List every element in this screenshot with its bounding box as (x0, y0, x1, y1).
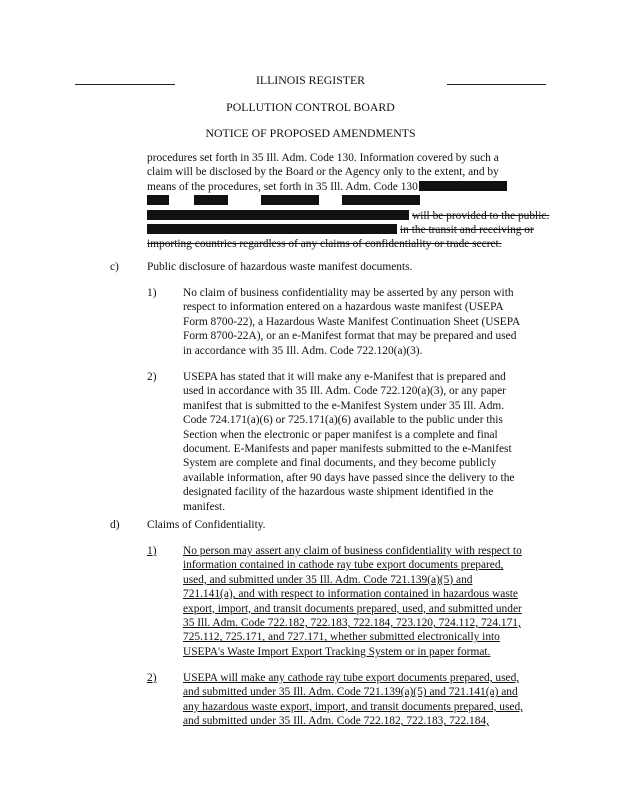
text-line: any hazardous waste export, import, and transit documents prepared, used, (183, 700, 524, 713)
text-line: information contained in cathode ray tube export documents prepared, (183, 559, 504, 572)
text-line: USEPA has stated that it will make any e-Manifest that is prepared and (183, 371, 506, 383)
struck-text: importing countries regardless of any claims of confidentiality or trade secret. (147, 238, 502, 251)
text-line: available information, after 90 days have passed since the delivery to the (183, 471, 515, 484)
text-line: and submitted under 35 Ill. Adm. Code 721.139(a)(5) and 721.141(a) and (183, 686, 518, 699)
section-c-label: c) (110, 261, 119, 273)
text-line (147, 180, 547, 194)
section-d-heading (147, 518, 266, 532)
text-line: Code 724.171(a)(6) or 725.171(a)(6) available to the public under this (183, 414, 503, 427)
text-line: manifest that is submitted to the e-Manifest System under 35 Ill. Adm. (183, 399, 505, 412)
struck-line (147, 209, 550, 223)
redaction-bar (261, 195, 319, 205)
item-c1-label: 1) (147, 287, 157, 299)
item-d2-text (183, 671, 548, 729)
redaction-bar (419, 181, 507, 191)
text-line: USEPA's Waste Import Export Tracking System or in paper format. (183, 645, 491, 658)
text-fragment: means of the procedures, set forth in 35 Ill. Adm. Code 130 (147, 180, 418, 193)
text-line: respect to information entered on a hazardous waste manifest (USEPA (183, 301, 504, 314)
redaction-bar (194, 195, 228, 205)
item-c1-text (183, 286, 548, 358)
board-title: POLLUTION CONTROL BOARD (226, 100, 395, 114)
item-d2-label: 2) (147, 672, 157, 684)
redaction-bar (147, 210, 409, 220)
text-line: document. E-Manifests and paper manifests submitted to the e-Manifest (183, 443, 512, 456)
text-line: used in accordance with 35 Ill. Adm. Code 722.120(a)(3), or any paper (183, 385, 506, 398)
struck-line (147, 223, 547, 237)
section-heading-text: Claims of Confidentiality. (147, 519, 266, 531)
text-line: claim will be disclosed by the Board or the Agency only to the extent, and by (147, 166, 499, 179)
section-heading-text: Public disclosure of hazardous waste manifest documents. (147, 261, 413, 273)
text-line: Form 8700-22), a Hazardous Waste Manifest Continuation Sheet (USEPA (183, 315, 521, 328)
text-line: System are complete and final documents, and they become publicly (183, 457, 497, 470)
text-line: used, and submitted under 35 Ill. Adm. Code 721.139(a)(5) and (183, 573, 473, 586)
text-line: in accordance with 35 Ill. Adm. Code 722.120(a)(3). (183, 344, 423, 357)
text-line: export, import, and transit documents prepared, used, and submitted under (183, 602, 522, 615)
item-d1-label: 1) (147, 545, 157, 557)
text-line: procedures set forth in 35 Ill. Adm. Code 130. Information covered by such a (147, 152, 499, 164)
register-title: ILLINOIS REGISTER (255, 73, 366, 87)
section-c-heading (147, 260, 412, 274)
text-line: 725.112, 725.171, and 727.171, whether submitted electronically into (183, 631, 500, 644)
redaction-bar (342, 195, 420, 205)
text-line: designated facility of the hazardous waste shipment identified in the (183, 486, 494, 499)
text-line: Form 8700-22A), or an e-Manifest format that may be prepared and used (183, 330, 517, 343)
item-d1-text (183, 544, 548, 659)
redaction-bar (147, 224, 397, 234)
text-line: No claim of business confidentiality may be asserted by any person with (183, 287, 514, 299)
text-line: and submitted under 35 Ill. Adm. Code 722.182, 722.183, 722.184, (183, 715, 489, 728)
text-line: No person may assert any claim of business confidentiality with respect to (183, 545, 522, 557)
text-line: manifest. (183, 500, 226, 513)
struck-line (147, 237, 547, 251)
notice-title: NOTICE OF PROPOSED AMENDMENTS (205, 126, 416, 140)
text-line: 721.141(a), and with respect to information contained in hazardous waste (183, 588, 518, 601)
section-d-label: d) (110, 519, 120, 531)
item-c2-text (183, 370, 548, 514)
continuation-paragraph (147, 151, 550, 252)
item-c2-label: 2) (147, 371, 157, 383)
redaction-bar (147, 195, 169, 205)
struck-text: in the transit and receiving or (400, 224, 534, 237)
text-line: 35 Ill. Adm. Code 722.182, 722.183, 722.184, 723.120, 724.112, 724.171, (183, 617, 521, 630)
redacted-line (147, 194, 547, 208)
text-line: Section when the electronic or paper manifest is a complete and final (183, 428, 498, 441)
text-line: USEPA will make any cathode ray tube export documents prepared, used, (183, 672, 520, 684)
struck-text: will be provided to the public. (412, 209, 550, 222)
